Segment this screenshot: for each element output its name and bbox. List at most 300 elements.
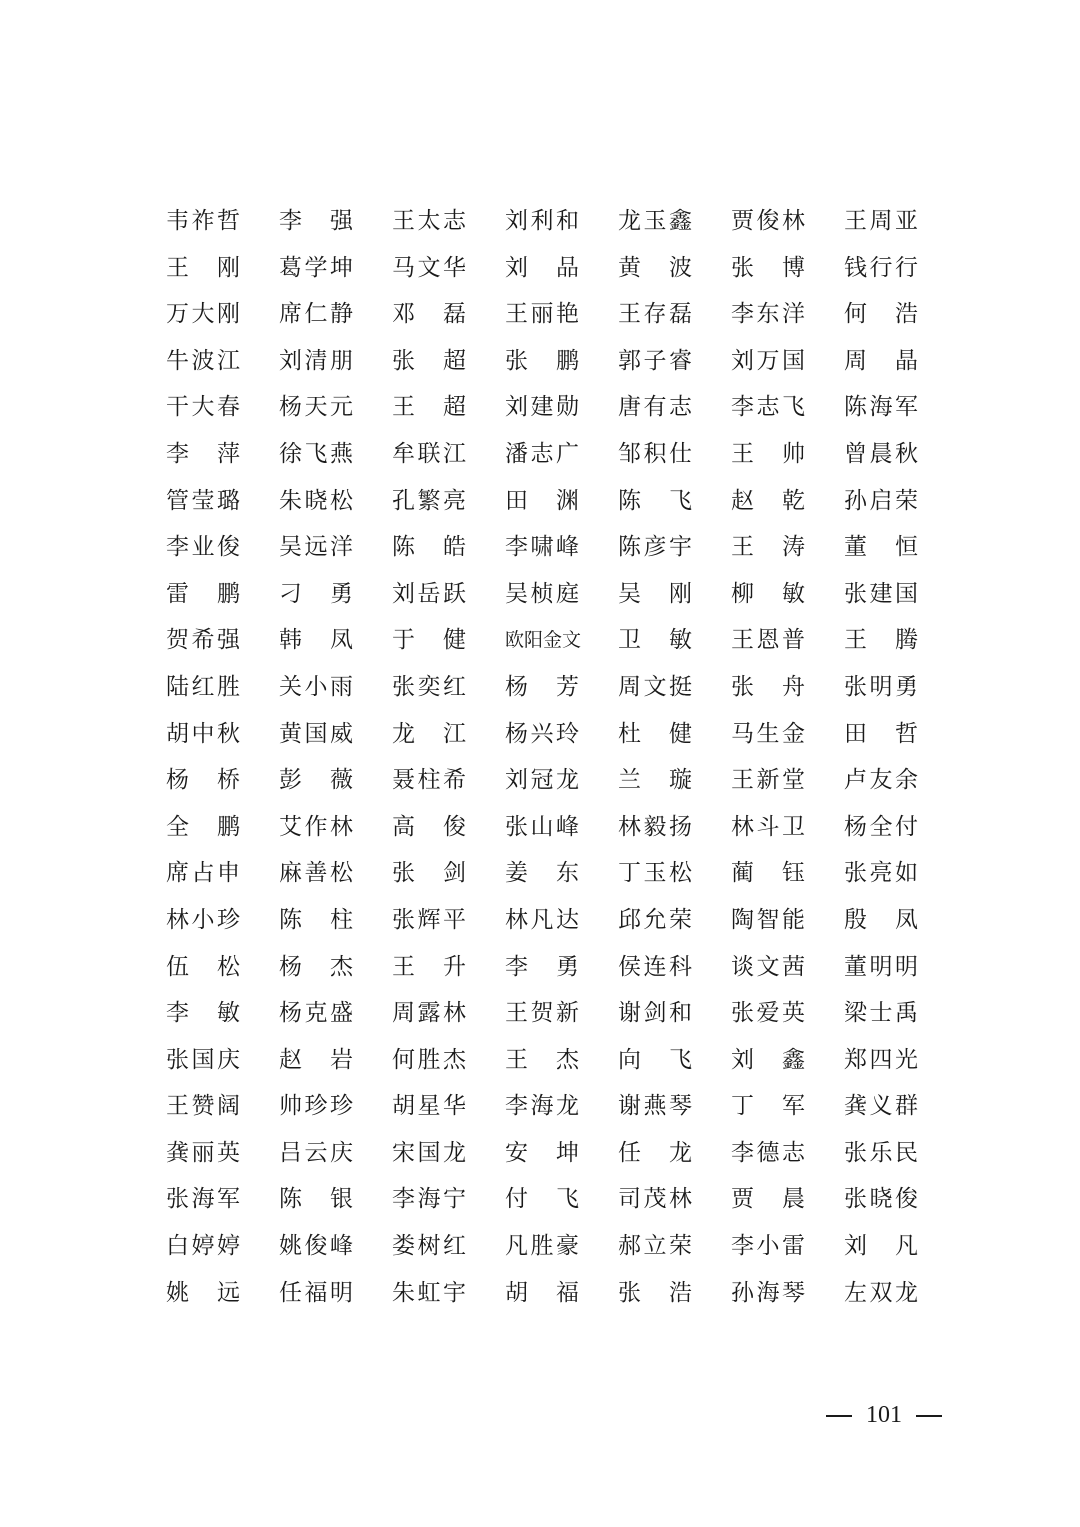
person-name: 高 俊 [392, 813, 466, 840]
person-name: 董 恒 [844, 534, 918, 561]
person-name: 周 露 林 [392, 1000, 466, 1027]
person-name: 王 丽 艳 [505, 301, 579, 328]
name-cell [166, 757, 279, 804]
person-name: 任 龙 [618, 1139, 692, 1166]
person-name: 白 婷 婷 [166, 1233, 240, 1260]
person-name: 王 涛 [731, 534, 805, 561]
person-name: 陆 红 胜 [166, 673, 240, 700]
person-name: 李 勇 [505, 953, 579, 980]
name-cell [844, 198, 957, 245]
person-name: 王 存 磊 [618, 301, 692, 328]
person-name: 张 舟 [731, 673, 805, 700]
person-name: 杜 健 [618, 720, 692, 747]
name-cell [844, 1130, 957, 1177]
person-name: 田 哲 [844, 720, 918, 747]
person-name: 李 强 [279, 208, 353, 234]
person-name: 王 赞 阔 [166, 1093, 240, 1120]
person-name: 徐 飞 燕 [279, 440, 353, 467]
name-cell [505, 1270, 618, 1317]
person-name: 张 鹏 [505, 347, 579, 374]
name-cell [731, 571, 844, 618]
name-row [166, 384, 926, 431]
name-cell [618, 990, 731, 1037]
person-name: 田 渊 [505, 487, 579, 514]
name-cell [731, 990, 844, 1037]
name-row [166, 944, 926, 991]
person-name: 王 恩 普 [731, 627, 805, 654]
name-cell [505, 338, 618, 385]
name-cell [618, 245, 731, 292]
name-cell [844, 571, 957, 618]
person-name: 万 大 刚 [166, 301, 240, 328]
name-cell [731, 1176, 844, 1223]
name-cell [844, 1270, 957, 1317]
name-cell [166, 384, 279, 431]
name-cell [505, 291, 618, 338]
name-cell [279, 478, 392, 525]
name-cell [166, 291, 279, 338]
name-cell [731, 384, 844, 431]
person-name: 伍 松 [166, 953, 240, 980]
person-name: 张 乐 民 [844, 1139, 918, 1166]
name-cell [166, 431, 279, 478]
name-cell [731, 478, 844, 525]
name-cell [505, 804, 618, 851]
name-cell [279, 1223, 392, 1270]
person-name: 曾 晨 秋 [844, 440, 918, 467]
name-row [166, 291, 926, 338]
name-cell [731, 338, 844, 385]
dash-icon [916, 1415, 942, 1417]
person-name: 李 萍 [166, 440, 240, 467]
person-name: 胡 中 秋 [166, 720, 240, 747]
person-name: 潘 志 广 [505, 440, 579, 467]
name-cell [618, 804, 731, 851]
person-name: 王 刚 [166, 254, 240, 281]
person-name: 孙 海 琴 [731, 1279, 805, 1306]
name-cell [166, 338, 279, 385]
name-row [166, 1223, 926, 1270]
person-name: 王 帅 [731, 440, 805, 467]
name-cell [731, 1223, 844, 1270]
person-name: 马 文 华 [392, 254, 466, 281]
person-name: 黄 波 [618, 254, 692, 281]
name-row [166, 897, 926, 944]
person-name: 宋 国 龙 [392, 1139, 466, 1166]
name-cell [731, 1037, 844, 1084]
person-name: 韦 祚 哲 [166, 208, 240, 234]
name-cell [505, 664, 618, 711]
person-name: 陈 海 军 [844, 394, 918, 421]
name-cell [844, 944, 957, 991]
person-name: 聂 柱 希 [392, 767, 466, 794]
person-name: 郑 四 光 [844, 1046, 918, 1073]
person-name: 张 晓 俊 [844, 1186, 918, 1213]
name-cell [166, 245, 279, 292]
person-name: 贺 希 强 [166, 627, 240, 654]
name-cell [505, 1130, 618, 1177]
name-cell [279, 198, 392, 245]
name-cell [392, 338, 505, 385]
name-cell [392, 1083, 505, 1130]
person-name: 张 爱 英 [731, 1000, 805, 1027]
name-row [166, 990, 926, 1037]
name-cell [731, 524, 844, 571]
person-name: 刁 勇 [279, 580, 353, 607]
person-name: 龚 丽 英 [166, 1139, 240, 1166]
person-name: 侯 连 科 [618, 953, 692, 980]
name-cell [505, 571, 618, 618]
person-name: 张 浩 [618, 1279, 692, 1306]
name-row [166, 571, 926, 618]
name-cell [618, 757, 731, 804]
name-cell [392, 1130, 505, 1177]
name-cell [505, 384, 618, 431]
name-cell [505, 850, 618, 897]
person-name: 殷 凤 [844, 906, 918, 933]
name-cell [731, 245, 844, 292]
person-name: 李 业 俊 [166, 534, 240, 561]
name-cell [166, 571, 279, 618]
person-name: 杨 兴 玲 [505, 720, 579, 747]
name-cell [505, 944, 618, 991]
name-cell [844, 291, 957, 338]
person-name: 李 小 雷 [731, 1233, 805, 1260]
name-cell [618, 384, 731, 431]
person-name: 陶 智 能 [731, 906, 805, 933]
person-name: 林 小 珍 [166, 906, 240, 933]
name-cell [166, 617, 279, 664]
name-cell [505, 198, 618, 245]
person-name: 贾 晨 [731, 1186, 805, 1213]
name-row [166, 245, 926, 292]
person-name: 胡 福 [505, 1279, 579, 1306]
name-cell [618, 664, 731, 711]
name-cell [618, 1270, 731, 1317]
name-cell [505, 1037, 618, 1084]
person-name: 王 贺 新 [505, 1000, 579, 1027]
name-cell [731, 850, 844, 897]
name-cell [618, 1083, 731, 1130]
name-cell [844, 524, 957, 571]
name-row [166, 711, 926, 758]
person-name: 司 茂 林 [618, 1186, 692, 1213]
person-name: 姚 远 [166, 1279, 240, 1306]
person-name: 葛 学 坤 [279, 254, 353, 281]
name-row [166, 524, 926, 571]
person-name: 张 海 军 [166, 1186, 240, 1213]
person-name: 丁 军 [731, 1093, 805, 1120]
person-name: 陈 彦 宇 [618, 534, 692, 561]
name-cell [279, 664, 392, 711]
person-name: 兰 璇 [618, 767, 692, 794]
name-cell [844, 617, 957, 664]
name-cell [392, 757, 505, 804]
person-name: 梁 士 禹 [844, 1000, 918, 1027]
name-row [166, 431, 926, 478]
name-cell [844, 1037, 957, 1084]
name-row [166, 664, 926, 711]
name-cell [844, 1223, 957, 1270]
person-name: 王 新 堂 [731, 767, 805, 794]
name-cell [279, 897, 392, 944]
name-row [166, 1130, 926, 1177]
person-name: 干 大 春 [166, 394, 240, 421]
name-cell [279, 1083, 392, 1130]
name-row [166, 1176, 926, 1223]
name-cell [392, 245, 505, 292]
name-cell [166, 198, 279, 245]
name-cell [618, 944, 731, 991]
person-name: 王 周 亚 [844, 208, 918, 234]
name-cell [618, 198, 731, 245]
name-cell [392, 1223, 505, 1270]
person-name: 姚 俊 峰 [279, 1233, 353, 1260]
name-list-grid [166, 198, 926, 1316]
person-name: 周 文 挺 [618, 673, 692, 700]
person-name: 谈 文 茜 [731, 953, 805, 980]
person-name: 艾 作 林 [279, 813, 353, 840]
name-cell [731, 757, 844, 804]
name-cell [731, 291, 844, 338]
person-name: 胡 星 华 [392, 1093, 466, 1120]
name-cell [166, 664, 279, 711]
name-cell [844, 245, 957, 292]
name-row [166, 198, 926, 245]
name-cell [505, 431, 618, 478]
name-cell [166, 1037, 279, 1084]
name-cell [618, 617, 731, 664]
person-name: 李 敏 [166, 1000, 240, 1027]
person-name: 刘 清 朋 [279, 347, 353, 374]
name-cell [392, 478, 505, 525]
person-name: 朱 晓 松 [279, 487, 353, 514]
name-cell [731, 804, 844, 851]
person-name: 钱 行 行 [844, 254, 918, 281]
page-number-footer [826, 1402, 942, 1429]
name-cell [844, 1176, 957, 1223]
person-name: 龚 义 群 [844, 1093, 918, 1120]
name-cell [392, 664, 505, 711]
person-name: 董 明 明 [844, 953, 918, 980]
person-name: 周 晶 [844, 347, 918, 374]
name-cell [392, 431, 505, 478]
person-name: 杨 桥 [166, 767, 240, 794]
name-cell [392, 571, 505, 618]
name-cell [844, 711, 957, 758]
person-name: 刘 冠 龙 [505, 767, 579, 794]
name-cell [279, 291, 392, 338]
person-name: 李 海 宁 [392, 1186, 466, 1213]
person-name: 李 志 飞 [731, 394, 805, 421]
name-cell [392, 198, 505, 245]
name-row [166, 1270, 926, 1317]
person-name: 贾 俊 林 [731, 208, 805, 234]
name-cell [844, 664, 957, 711]
person-name: 管 莹 璐 [166, 487, 240, 514]
name-cell [505, 990, 618, 1037]
name-cell [844, 990, 957, 1037]
name-cell [505, 524, 618, 571]
name-cell [731, 1270, 844, 1317]
name-row [166, 617, 926, 664]
name-cell [618, 711, 731, 758]
name-cell [279, 990, 392, 1037]
person-name: 丁 玉 松 [618, 860, 692, 887]
person-name: 谢 剑 和 [618, 1000, 692, 1027]
person-name: 付 飞 [505, 1186, 579, 1213]
person-name: 唐 有 志 [618, 394, 692, 421]
name-cell [279, 1176, 392, 1223]
name-cell [731, 897, 844, 944]
person-name: 李 啸 峰 [505, 534, 579, 561]
person-name: 张 山 峰 [505, 813, 579, 840]
person-name: 张 奕 红 [392, 673, 466, 700]
name-cell [505, 1083, 618, 1130]
name-cell [279, 571, 392, 618]
name-cell [618, 1176, 731, 1223]
person-name: 邹 积 仕 [618, 440, 692, 467]
name-cell [731, 617, 844, 664]
name-cell [844, 478, 957, 525]
person-name: 赵 岩 [279, 1046, 353, 1073]
person-name: 朱 虹 宇 [392, 1279, 466, 1306]
name-cell [279, 431, 392, 478]
person-name: 于 健 [392, 627, 466, 654]
name-cell [279, 1270, 392, 1317]
name-cell [166, 804, 279, 851]
person-name: 欧阳金文 [505, 629, 582, 652]
person-name: 姜 东 [505, 860, 579, 887]
name-cell [279, 711, 392, 758]
name-cell [279, 338, 392, 385]
person-name: 杨 杰 [279, 953, 353, 980]
person-name: 李 东 洋 [731, 301, 805, 328]
person-name: 孙 启 荣 [844, 487, 918, 514]
person-name: 张 国 庆 [166, 1046, 240, 1073]
person-name: 刘 建 勋 [505, 394, 579, 421]
name-cell [505, 897, 618, 944]
person-name: 张 亮 如 [844, 860, 918, 887]
person-name: 王 杰 [505, 1046, 579, 1073]
name-cell [392, 897, 505, 944]
person-name: 杨 全 付 [844, 813, 918, 840]
page-number: 101 [866, 1402, 902, 1428]
name-cell [618, 338, 731, 385]
person-name: 柳 敏 [731, 580, 805, 607]
name-cell [505, 757, 618, 804]
person-name: 吴 桢 庭 [505, 580, 579, 607]
person-name: 刘 利 和 [505, 208, 579, 234]
name-cell [731, 664, 844, 711]
name-cell [392, 1270, 505, 1317]
person-name: 赵 乾 [731, 487, 805, 514]
person-name: 王 太 志 [392, 208, 466, 234]
name-cell [844, 757, 957, 804]
name-cell [731, 1083, 844, 1130]
name-cell [392, 804, 505, 851]
name-cell [844, 850, 957, 897]
name-cell [618, 850, 731, 897]
person-name: 左 双 龙 [844, 1279, 918, 1306]
person-name: 安 坤 [505, 1139, 579, 1166]
person-name: 牟 联 江 [392, 440, 466, 467]
name-cell [731, 944, 844, 991]
name-cell [279, 944, 392, 991]
name-cell [392, 944, 505, 991]
name-row [166, 1037, 926, 1084]
person-name: 陈 银 [279, 1186, 353, 1213]
person-name: 刘 鑫 [731, 1046, 805, 1073]
name-row [166, 478, 926, 525]
person-name: 张 剑 [392, 860, 466, 887]
person-name: 何 浩 [844, 301, 918, 328]
person-name: 张 辉 平 [392, 906, 466, 933]
name-cell [618, 1037, 731, 1084]
name-cell [166, 897, 279, 944]
name-cell [618, 1223, 731, 1270]
name-cell [505, 245, 618, 292]
person-name: 邱 允 荣 [618, 906, 692, 933]
name-cell [392, 617, 505, 664]
name-cell [279, 850, 392, 897]
name-cell [279, 617, 392, 664]
name-cell [166, 1130, 279, 1177]
name-cell [392, 291, 505, 338]
name-row [166, 338, 926, 385]
person-name: 全 鹏 [166, 813, 240, 840]
name-cell [392, 1037, 505, 1084]
name-cell [505, 478, 618, 525]
name-cell [618, 431, 731, 478]
person-name: 郝 立 荣 [618, 1233, 692, 1260]
person-name: 刘 岳 跃 [392, 580, 466, 607]
name-cell [166, 944, 279, 991]
person-name: 龙 江 [392, 720, 466, 747]
person-name: 黄 国 威 [279, 720, 353, 747]
name-cell [618, 291, 731, 338]
name-cell [844, 431, 957, 478]
person-name: 张 超 [392, 347, 466, 374]
person-name: 李 海 龙 [505, 1093, 579, 1120]
name-cell [618, 571, 731, 618]
name-cell [844, 897, 957, 944]
person-name: 帅 珍 珍 [279, 1093, 353, 1120]
name-cell [166, 1083, 279, 1130]
person-name: 张 建 国 [844, 580, 918, 607]
person-name: 席 仁 静 [279, 301, 353, 328]
person-name: 王 腾 [844, 627, 918, 654]
person-name: 吴 刚 [618, 580, 692, 607]
name-row [166, 850, 926, 897]
person-name: 任 福 明 [279, 1279, 353, 1306]
person-name: 凡 胜 豪 [505, 1233, 579, 1260]
person-name: 雷 鹏 [166, 580, 240, 607]
name-cell [279, 245, 392, 292]
person-name: 吴 远 洋 [279, 534, 353, 561]
name-row [166, 1083, 926, 1130]
name-cell [279, 757, 392, 804]
name-cell [731, 431, 844, 478]
person-name: 龙 玉 鑫 [618, 208, 692, 234]
person-name: 蔺 钰 [731, 860, 805, 887]
name-cell [166, 850, 279, 897]
person-name: 杨 克 盛 [279, 1000, 353, 1027]
person-name: 张 博 [731, 254, 805, 281]
person-name: 娄 树 红 [392, 1233, 466, 1260]
person-name: 马 生 金 [731, 720, 805, 747]
person-name: 牛 波 江 [166, 347, 240, 374]
